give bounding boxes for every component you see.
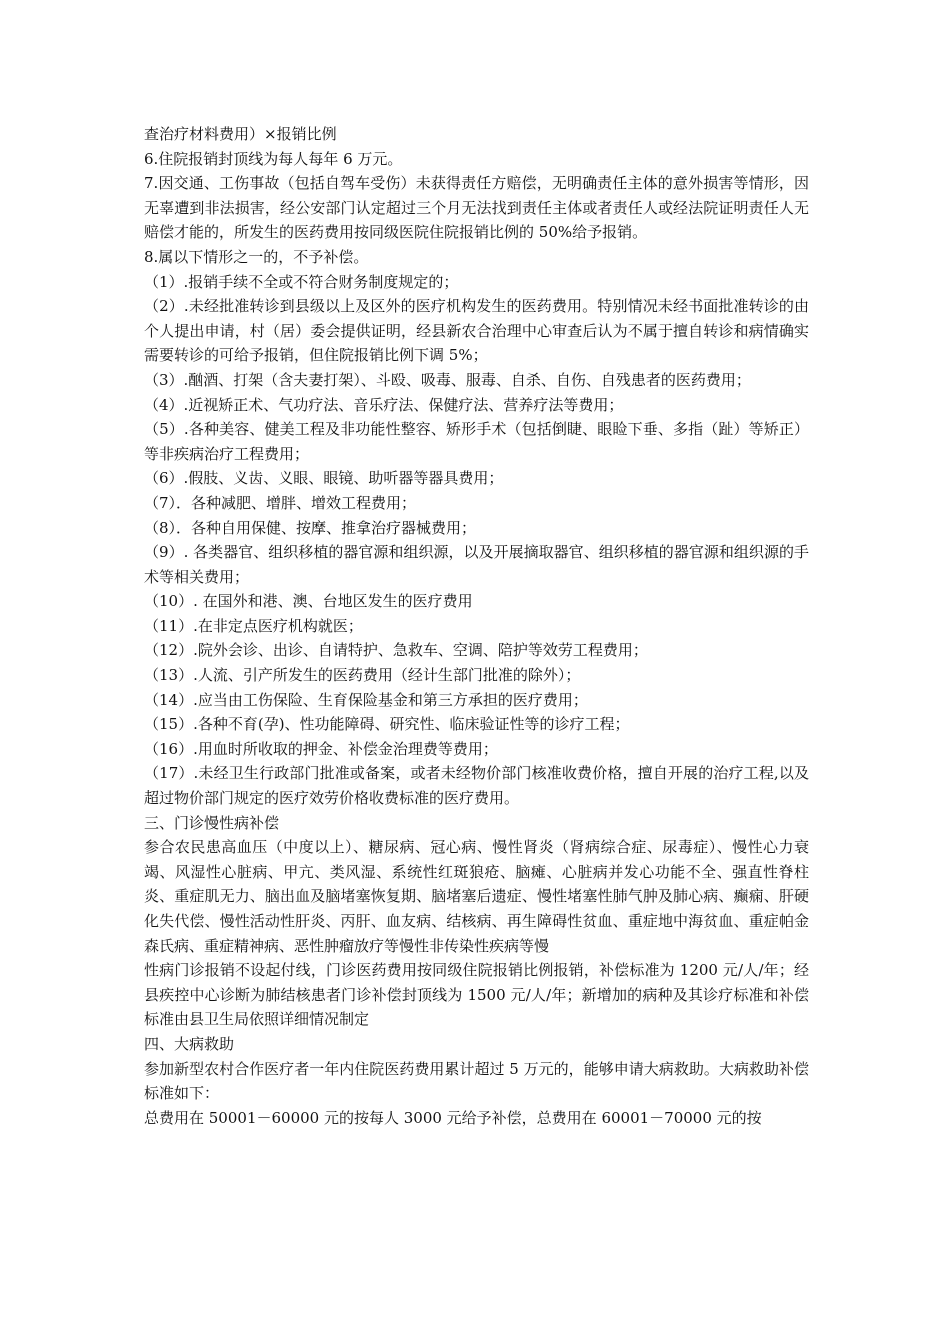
- paragraph: 参加新型农村合作医疗者一年内住院医药费用累计超过 5 万元的，能够申请大病救助。大病救助补偿标准如下：: [144, 1059, 809, 1103]
- list-item: （8）．各种自用保健、按摩、推拿治疗器械费用；: [144, 518, 477, 537]
- list-item: （10）. 在国外和港、澳、台地区发生的医疗费用: [144, 592, 473, 611]
- list-item: （6）.假肢、义齿、义眼、眼镜、助听器等器具费用；: [144, 469, 504, 488]
- paragraph: 总费用在 50001－60000 元的按每人 3000 元给予补偿，总费用在 60001－70000 元的按: [144, 1108, 762, 1127]
- paragraph: 性病门诊报销不设起付线，门诊医药费用按同级住院报销比例报销，补偿标准为 1200 元/人/年；经县疾控中心诊断为肺结核患者门诊补偿封顶线为 1500 元/人/年；新增加的病种及其诊疗标准和补偿标准由县卫生局依照详细情况制定: [144, 961, 809, 1029]
- list-item: （2）.未经批准转诊到县级以上及区外的医疗机构发生的医药费用。特别情况未经书面批准转诊的由个人提出申请，村（居）委会提供证明，经县新农合治理中心审查后认为不属于擅自转诊和病情确实需要转诊的可给予报销，但住院报销比例下调 5%；: [144, 297, 809, 365]
- list-item: （9）. 各类器官、组织移植的器官源和组织源，以及开展摘取器官、组织移植的器官源和组织源的手术等相关费用；: [144, 543, 809, 586]
- list-item: （1）.报销手续不全或不符合财务制度规定的；: [144, 272, 459, 291]
- paragraph: 7.因交通、工伤事故（包括自驾车受伤）未获得责任方赔偿，无明确责任主体的意外损害等情形，因无辜遭到非法损害，经公安部门认定超过三个月无法找到责任主体或者责任人或经法院证明责任人无赔偿才能的，所发生的医药费用按同级医院住院报销比例的 50%给予报销。: [144, 174, 809, 242]
- list-item: （7）．各种减肥、增胖、增效工程费用；: [144, 493, 417, 512]
- document-body: [144, 122, 809, 1130]
- section-heading: 三、门诊慢性病补偿: [144, 813, 280, 832]
- list-item: （13）.人流、引产所发生的医药费用（经计生部门批准的除外）；: [144, 666, 581, 685]
- list-item: （15）.各种不育(孕)、性功能障碍、研究性、临床验证性等的诊疗工程；: [144, 715, 630, 734]
- list-item: （17）.未经卫生行政部门批准或备案，或者未经物价部门核准收费价格，擅自开展的治疗工程,以及超过物价部门规定的医疗效劳价格收费标准的医疗费用。: [144, 764, 809, 808]
- paragraph: 8.属以下情形之一的，不予补偿。: [144, 247, 369, 266]
- list-item: （14）.应当由工伤保险、生育保险基金和第三方承担的医疗费用；: [144, 690, 588, 709]
- paragraph: 6.住院报销封顶线为每人每年 6 万元。: [144, 149, 403, 168]
- paragraph: 查治疗材料费用）×报销比例: [144, 125, 337, 143]
- list-item: （3）.酗酒、打架（含夫妻打架）、斗殴、吸毒、服毒、自杀、自伤、自残患者的医药费用；: [144, 370, 751, 389]
- list-item: （16）.用血时所收取的押金、补偿金治理费等费用；: [144, 739, 498, 758]
- list-item: （11）.在非定点医疗机构就医；: [144, 616, 363, 635]
- paragraph: 参合农民患高血压（中度以上）、糖尿病、冠心病、慢性肾炎（肾病综合症、尿毒症）、慢性心力衰竭、风湿性心脏病、甲亢、类风湿、系统性红斑狼疮、脑瘫、心脏病并发心功能不全、强直性脊柱炎、重症肌无力、脑出血及脑堵塞恢复期、脑堵塞后遗症、慢性堵塞性肺气肿及肺心病、癫痫、肝硬化失代偿、慢性活动性肝炎、丙肝、血友病、结核病、再生障碍性贫血、重症地中海贫血、重症帕金森氏病、重症精神病、恶性肿瘤放疗等慢性非传染性疾病等慢: [144, 838, 809, 955]
- list-item: （5）.各种美容、健美工程及非功能性整容、矫形手术（包括倒睫、眼睑下垂、多指（趾）等矫正）等非疾病治疗工程费用；: [144, 420, 809, 463]
- section-heading: 四、大病救助: [144, 1034, 235, 1053]
- list-item: （12）.院外会诊、出诊、自请特护、急救车、空调、陪护等效劳工程费用；: [144, 641, 648, 660]
- list-item: （4）.近视矫正术、气功疗法、音乐疗法、保健疗法、营养疗法等费用；: [144, 395, 624, 414]
